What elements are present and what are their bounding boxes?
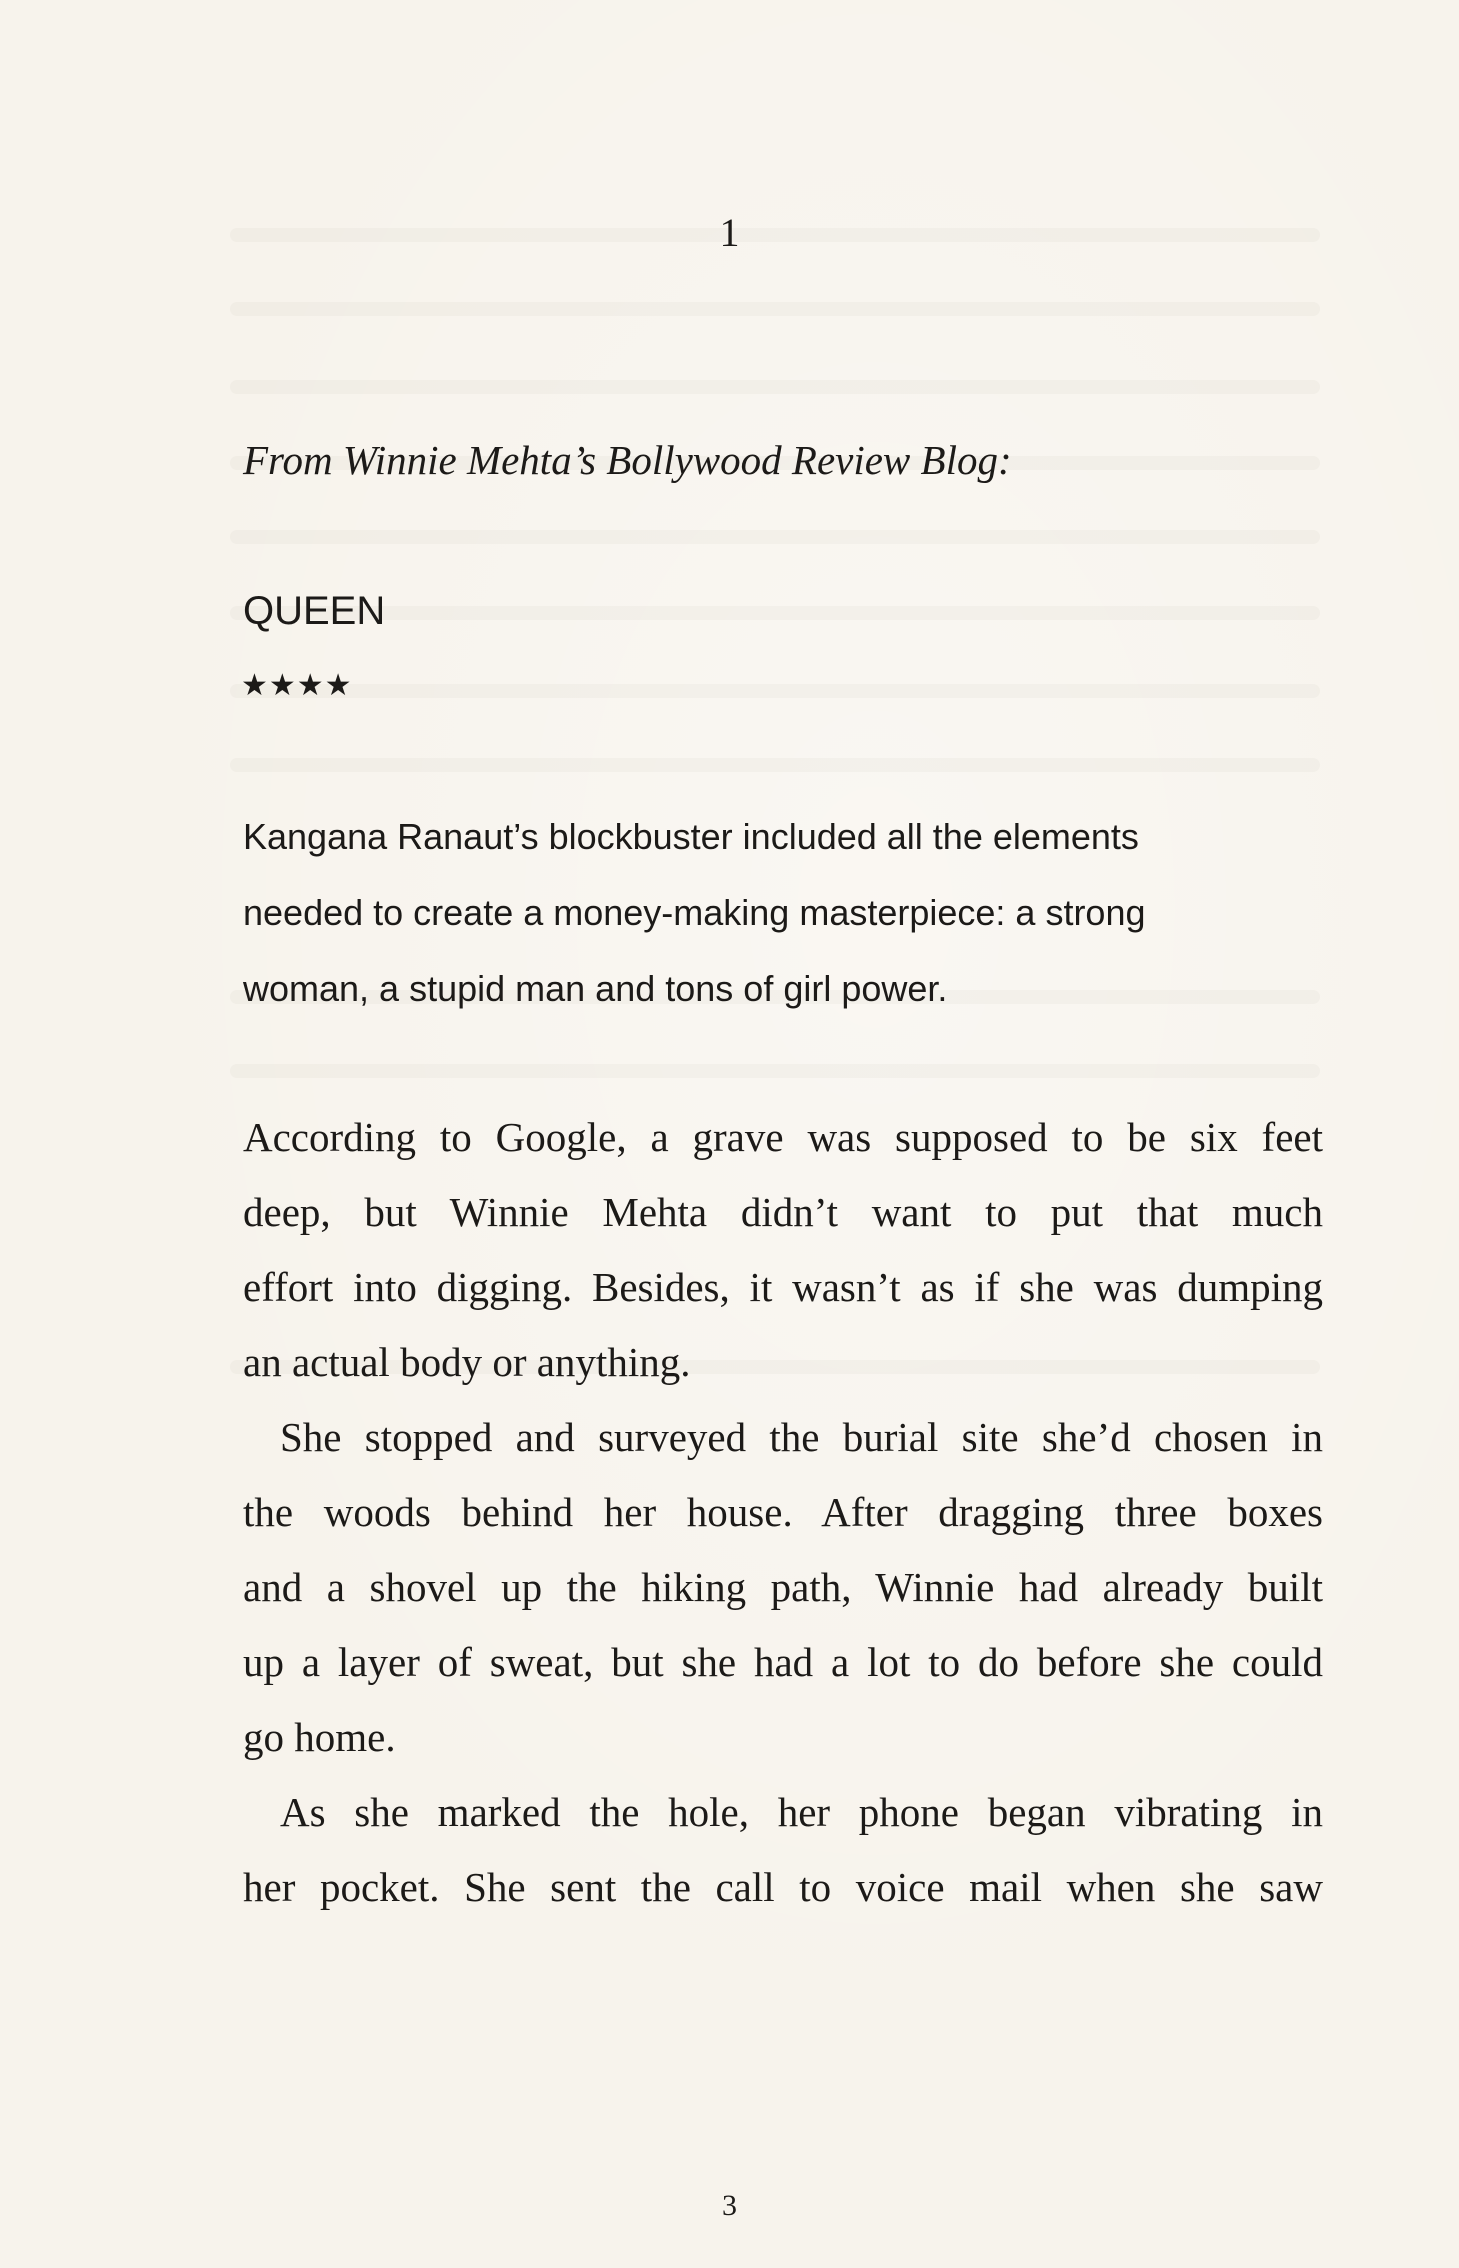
body-text-line: up a layer of sweat, but she had a lot to do before she could [243,1639,1323,1685]
body-text-line: the woods behind her house. After dragging three boxes [243,1489,1323,1535]
body-text-line: According to Google, a grave was supposed to be six feet [243,1114,1323,1160]
star-rating: ★★★★ [241,668,353,703]
chapter-number: 1 [719,210,740,255]
blog-source-heading: From Winnie Mehta’s Bollywood Review Blog: [243,437,1012,483]
review-text-line: Kangana Ranaut’s blockbuster included all the elements [243,816,1139,857]
show-through-line [230,530,1320,544]
body-text-line: effort into digging. Besides, it wasn’t as if she was dumping [243,1264,1323,1310]
body-text-line: an actual body or anything. [243,1339,691,1385]
show-through-line [230,606,1320,620]
show-through-line [230,302,1320,316]
review-title: QUEEN [243,589,386,633]
body-text-line: As she marked the hole, her phone began vibrating in [280,1789,1323,1835]
page-number: 3 [722,2189,737,2222]
review-text-line: woman, a stupid man and tons of girl power. [243,968,948,1009]
show-through-line [230,380,1320,394]
body-text-line: and a shovel up the hiking path, Winnie had already built [243,1564,1323,1610]
show-through-line [230,1064,1320,1078]
review-text-line: needed to create a money-making masterpiece: a strong [243,892,1146,933]
body-text-line: go home. [243,1714,396,1760]
body-text-line: She stopped and surveyed the burial site she’d chosen in [280,1414,1323,1460]
body-text-line: her pocket. She sent the call to voice mail when she saw [243,1864,1323,1910]
show-through-line [230,684,1320,698]
show-through-line [230,758,1320,772]
body-text-line: deep, but Winnie Mehta didn’t want to put that much [243,1189,1323,1235]
